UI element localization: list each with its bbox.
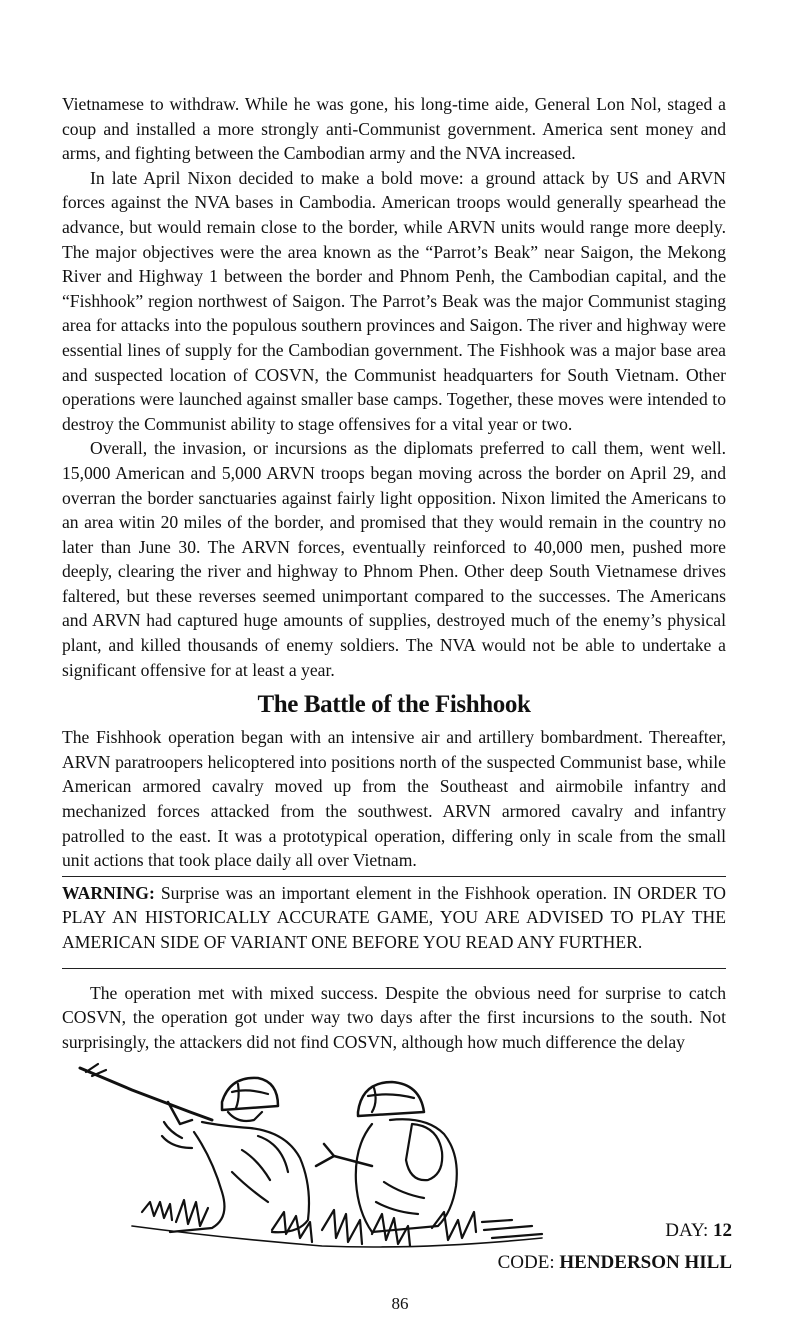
page-content [62,92,726,1054]
day-label: DAY: [665,1220,713,1241]
after-warning-paragraph: The operation met with mixed success. Despite the obvious need for surprise to catch COSVN, the operation got under way two days after the first incursions to the south. Not surprisingly, the attackers did not find COSVN, although how much difference the delay [62,982,726,1052]
section-paragraph: The Fishhook operation began with an intensive air and artillery bombardment. Thereafter, ARVN paratroopers helicoptered into positions north of the suspected Communist base, while American armored cavalry moved up from the Southeast and airmobile infantry and mechanized forces attacked from the southwest. ARVN armored cavalry and infantry patrolled to the east. It was a prototypical operation, differing only in scale from the small unit actions that took place daily all over Vietnam. [62,727,726,871]
soldiers-illustration [72,1062,572,1252]
page-number: 86 [391,1294,409,1313]
day-value: 12 [713,1220,732,1241]
body-paragraph-2: In late April Nixon decided to make a bold move: a ground attack by US and ARVN forces against the NVA bases in Cambodia. American troops would generally spearhead the advance, but would remain close to the border, while ARVN units would range more deeply. The major objectives were the area known as the “Parrot’s Beak” near Saigon, the Mekong River and Highway 1 between the border and Phnom Penh, the Cambodian capital, and the “Fishhook” region northwest of Saigon. The Parrot’s Beak was the major Communist staging area for attacks into the populous southern provinces and Saigon. The river and highway were essential lines of supply for the Cambodian government. The Fishhook was a major base area and suspected location of COSVN, the Communist headquarters for South Vietnam. Other operations were launched against smaller base camps. Together, these moves were intended to destroy the Communist ability to stage offensives for a vital year or two. [62,167,726,434]
warning-top-rule [62,876,726,877]
section-heading: The Battle of the Fishhook [257,691,531,719]
body-paragraph-3: Overall, the invasion, or incursions as the diplomats preferred to call them, went well. 15,000 American and 5,000 ARVN troops began moving across the border on April 29, and overran the border sanctuaries against fairly light opposition. Nixon limited the Americans to an area witin 20 miles of the border, and promised that they would remain in the country no later than June 30. The ARVN forces, eventually reinforced to 40,000 men, pushed more deeply, clearing the river and highway to Phnom Phen. Other deep South Vietnamese drives faltered, but these reverses seemed unimportant compared to the successes. The Americans and ARVN had captured huge amounts of supplies, destroyed much of the enemy’s physical plant, and killed thousands of enemy soldiers. The NVA would not be able to undertake a significant offensive for at least a year. [62,438,726,680]
warning-box [62,881,726,969]
warning-text: Surprise was an important element in the Fishhook operation. IN ORDER TO PLAY AN HISTORICALLY ACCURATE GAME, YOU ARE ADVISED TO PLAY THE AMERICAN SIDE OF VARIANT ONE BEFORE YOU READ ANY FURTHER. [62,882,726,952]
code-label: CODE: [497,1252,560,1273]
day-indicator [665,1220,732,1242]
code-value: HENDERSON HILL [559,1252,732,1273]
code-indicator [498,1252,732,1274]
body-paragraph-1: Vietnamese to withdraw. While he was gone, his long-time aide, General Lon Nol, staged a coup and installed a more strongly anti-Communist government. America sent money and arms, and fighting between the Cambodian army and the NVA increased. [62,94,726,164]
warning-label: WARNING: [62,882,155,903]
